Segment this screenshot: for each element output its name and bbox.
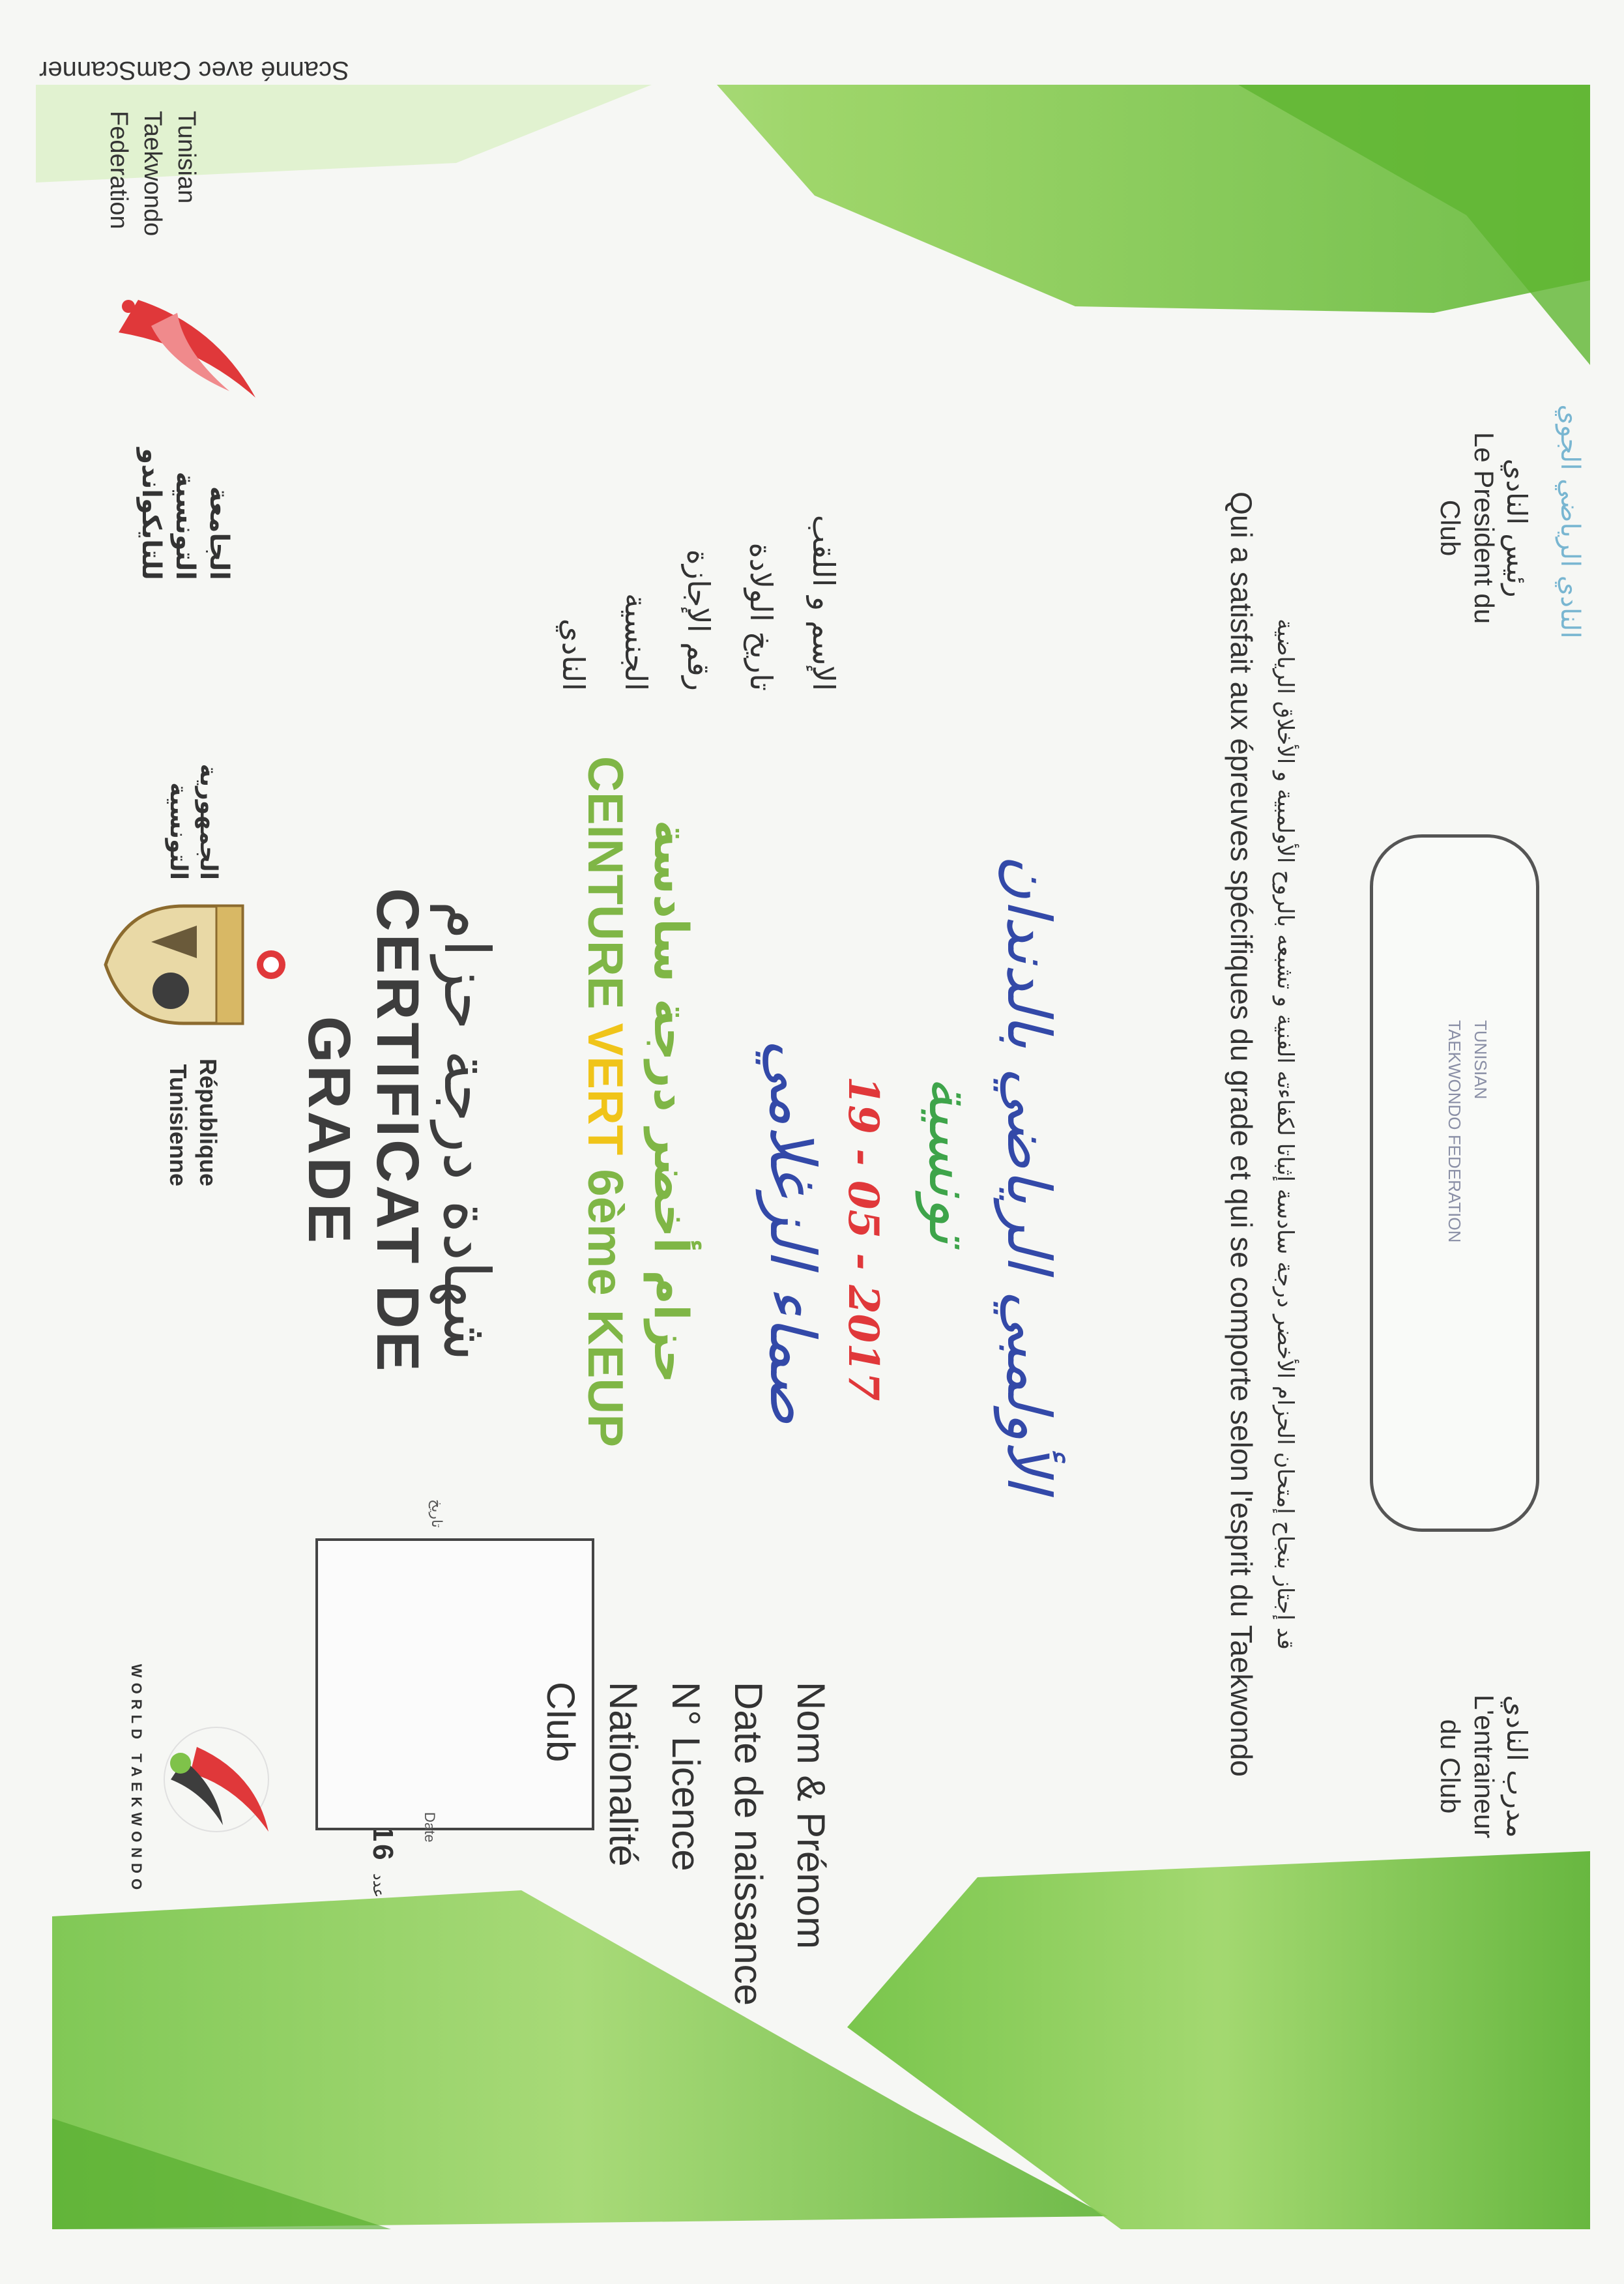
statement-fr: Qui a satisfait aux épreuves spécifiques du grade et qui se comporte selon l'esprit du Taekwondo (1225, 491, 1258, 1777)
statement-ar: قد إجتاز بنجاح إمتحان الحزام الأخضر درجة سادسة إثباتا لكفاءته الفنية و تشبعه بالروح الأولمبية و الأخلاق الرياضية (1272, 619, 1298, 1650)
certificate-number: عدد (370, 1873, 388, 1898)
federation-stamp: TUNISIAN TAEKWONDO FEDERATION (1370, 834, 1539, 1532)
world-taekwondo-logo (138, 1701, 295, 1858)
value-nationalite: تونسية (916, 1076, 985, 1244)
value-nom: صماء الزغلامي (756, 1040, 829, 1424)
belt-ar: حزام أخضر درجة سادسة (644, 819, 699, 1384)
world-taekwondo-text: WORLD TAEKWONDO (128, 1663, 145, 1896)
date-ar-label: تاريخ (428, 1499, 444, 1528)
title-ar: شهادة درجة حزام (430, 900, 503, 1362)
label-naissance: Date de naissance (727, 1682, 770, 2006)
republique-label: République Tunisienne (165, 1059, 222, 1186)
field-labels-fr (529, 1682, 842, 2047)
republique-ar-label: الجمهورية التونسية (165, 763, 222, 880)
label-nationalite: Nationalité (602, 1682, 645, 1867)
label-club-ar: النادي (556, 618, 591, 691)
federation-ar-label: الجامعة التونسية للتايكواندو (136, 448, 234, 580)
belt-fr: CEINTURE VERT 6ème KEUP (577, 755, 633, 1448)
label-club: Club (539, 1682, 583, 1763)
label-nom: Nom & Prénom (789, 1682, 833, 1950)
label-licence-ar: رقم الإجازة (681, 549, 716, 691)
federation-en-label: Tunisian Taekwondo Federation (105, 111, 200, 237)
scanner-watermark: Scanné avec CamScanner (39, 56, 349, 85)
federation-logo-icon (99, 287, 268, 404)
value-naissance: 19 - 05 - 2017 (839, 1076, 888, 1401)
coat-of-arms-icon (99, 886, 295, 1043)
field-labels-ar (542, 443, 855, 691)
president-signature-block: رئيس النادي Le President du Club (1435, 432, 1533, 624)
label-nom-ar: الإسم و اللقب (806, 514, 841, 691)
label-nationalite-ar: الجنسية (618, 593, 654, 691)
value-club: الأولمبي الرياضي بالدندان (994, 855, 1064, 1492)
title-fr: CERTIFICAT DE GRADE (296, 888, 431, 1374)
label-licence: N° Licence (664, 1682, 708, 1871)
date-label: Date (422, 1812, 438, 1843)
trainer-signature-block: مدرب النادي L'entraineur du Club (1435, 1694, 1533, 1839)
president-stamp: النادي الرياضي الجوي (1555, 404, 1585, 639)
label-naissance-ar: تاريخ الولادة (744, 542, 779, 691)
